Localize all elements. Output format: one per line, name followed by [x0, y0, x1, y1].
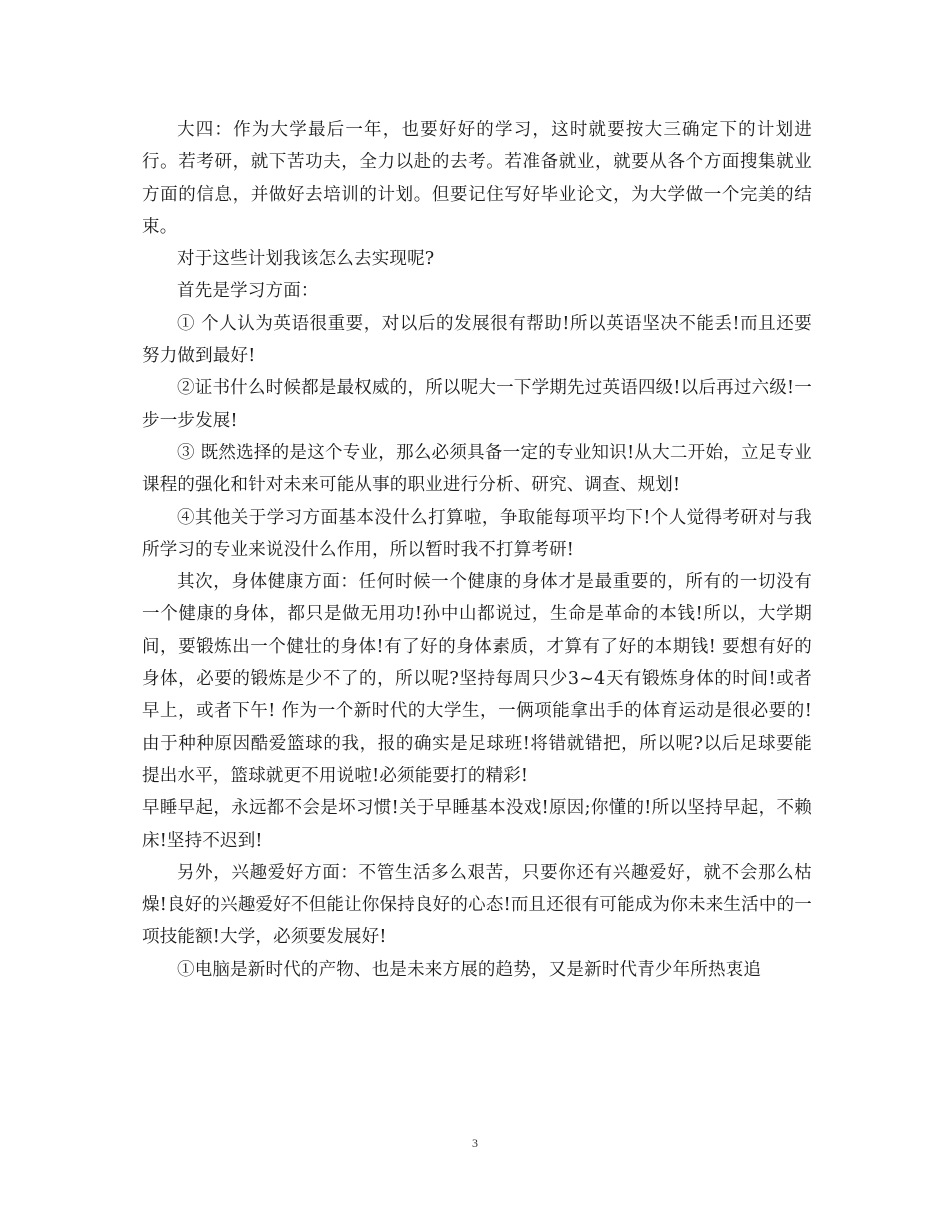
paragraph-hobby-item-1: ①电脑是新时代的产物、也是未来方展的趋势，又是新时代青少年所热衷追: [177, 959, 762, 980]
document-body: [142, 114, 812, 986]
paragraph-study-item-4: ④其他关于学习方面基本没什么打算啦，争取能每项平均下!个人觉得考研对与我所学习的专业来说没什么作用，所以暂时我不打算考研!: [142, 507, 812, 560]
paragraph-study-heading: 首先是学习方面：: [177, 281, 319, 302]
paragraph-how-to-achieve: 对于这些计划我该怎么去实现呢?: [177, 249, 435, 270]
page-number: 3: [472, 1136, 478, 1150]
paragraph-study-item-1: ① 个人认为英语很重要，对以后的发展很有帮助!所以英语坚决不能丢!而且还要努力做到最好!: [142, 313, 812, 367]
paragraph-study-item-2: ②证书什么时候都是最权威的，所以呢大一下学期先过英语四级!以后再过六级!一步一步发展!: [142, 378, 812, 431]
paragraph-senior-year: 大四：作为大学最后一年，也要好好的学习，这时就要按大三确定下的计划进行。若考研，就下苦功夫，全力以赴的去考。若准备就业，就要从各个方面搜集就业方面的信息，并做好去培训的计划。但要记住写好毕业论文，为大学做一个完美的结束。: [142, 120, 812, 237]
paragraph-study-item-3: ③ 既然选择的是这个专业，那么必须具备一定的专业知识!从大二开始，立足专业课程的强化和针对未来可能从事的职业进行分析、研究、调查、规划!: [142, 442, 812, 496]
paragraph-hobbies: 另外，兴趣爱好方面：不管生活多么艰苦，只要你还有兴趣爱好，就不会那么枯燥!良好的兴趣爱好不但能让你保持良好的心态!而且还很有可能成为你未来生活中的一项技能额!大学，必须要发展好!: [142, 862, 812, 948]
paragraph-health: 其次，身体健康方面：任何时候一个健康的身体才是最重要的，所有的一切没有一个健康的身体，都只是做无用功!孙中山都说过，生命是革命的本钱!所以，大学期间，要锻炼出一个健壮的身体!有了好的身体素质，才算有了好的本期钱! 要想有好的身体，必要的锻炼是少不了的，所以呢?坚持每周只少3~4天有锻炼身体的时间!或者早上，或者下午! 作为一个新时代的大学生，一俩项能拿出手的体育运动是很必要的!由于种种原因酷爱篮球的我，报的确实是足球班!将错就错把，所以呢?以后足球要能提出水平，篮球就更不用说啦!必须能要打的精彩!: [142, 572, 812, 786]
paragraph-sleep: 早睡早起，永远都不会是坏习惯!关于早睡基本没戏!原因;你懂的!所以坚持早起，不赖床!坚持不迟到!: [142, 798, 812, 851]
